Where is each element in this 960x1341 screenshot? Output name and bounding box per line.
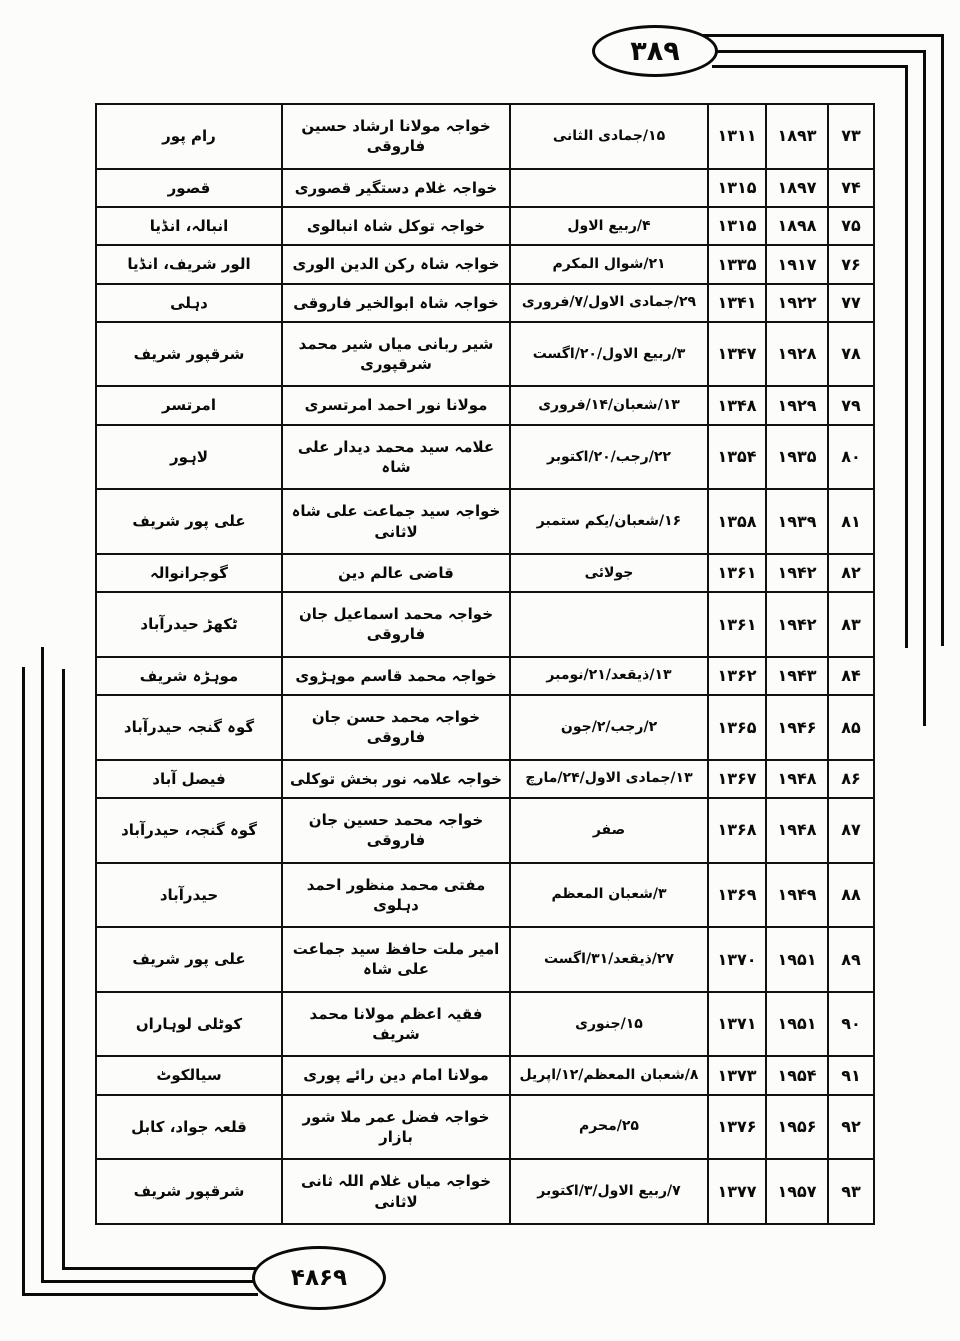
- cell-date: ۱۶/شعبان/یکم ستمبر: [510, 489, 708, 554]
- table-row: [96, 489, 874, 554]
- cell-name: مفتی محمد منظور احمد دہلوی: [282, 863, 510, 928]
- table-row: [96, 592, 874, 657]
- cell-serial: ۹۲: [828, 1095, 874, 1160]
- cell-year_ad: ۱۹۵۴: [766, 1056, 828, 1094]
- cell-serial: ۸۰: [828, 425, 874, 490]
- cell-year_ad: ۱۹۴۶: [766, 695, 828, 760]
- table-row: [96, 1095, 874, 1160]
- cell-name: خواجہ سید جماعت علی شاہ لاثانی: [282, 489, 510, 554]
- cell-date: ۱۳/ذیقعد/۲۱/نومبر: [510, 657, 708, 695]
- table-row: [96, 207, 874, 245]
- cell-place: گوجرانوالہ: [96, 554, 282, 592]
- cell-date: صفر: [510, 798, 708, 863]
- cell-year_ah: ۱۳۶۵: [708, 695, 766, 760]
- cell-serial: ۸۴: [828, 657, 874, 695]
- cell-place: فیصل آباد: [96, 760, 282, 798]
- cell-name: خواجہ محمد حسین جان فاروقی: [282, 798, 510, 863]
- cell-name: خواجہ شاہ ابوالخیر فاروقی: [282, 284, 510, 322]
- cell-place: حیدرآباد: [96, 863, 282, 928]
- cell-serial: ۸۸: [828, 863, 874, 928]
- page-number-bottom: ۴۸۶۹: [290, 1265, 348, 1291]
- cell-name: خواجہ فضل عمر ملا شور بازار: [282, 1095, 510, 1160]
- cell-name: خواجہ محمد قاسم موہڑوی: [282, 657, 510, 695]
- cell-year_ad: ۱۹۲۸: [766, 322, 828, 387]
- table-body: [96, 104, 874, 1224]
- cell-date: ۷/ربیع الاول/۳/اکتوبر: [510, 1159, 708, 1224]
- cell-year_ah: ۱۳۴۱: [708, 284, 766, 322]
- table-row: [96, 798, 874, 863]
- cell-name: مولانا نور احمد امرتسری: [282, 386, 510, 424]
- table-row: [96, 245, 874, 283]
- table-row: [96, 695, 874, 760]
- cell-year_ah: ۱۳۶۸: [708, 798, 766, 863]
- cell-name: خواجہ میاں غلام اللہ ثانی لاثانی: [282, 1159, 510, 1224]
- cell-year_ad: ۱۹۵۷: [766, 1159, 828, 1224]
- cell-year_ah: ۱۳۵۴: [708, 425, 766, 490]
- cell-serial: ۷۶: [828, 245, 874, 283]
- cell-serial: ۷۹: [828, 386, 874, 424]
- cell-serial: ۷۸: [828, 322, 874, 387]
- cell-year_ad: ۱۹۴۸: [766, 798, 828, 863]
- cell-year_ah: ۱۳۵۸: [708, 489, 766, 554]
- cell-place: قصور: [96, 169, 282, 207]
- cell-year_ad: ۱۹۳۹: [766, 489, 828, 554]
- cell-name: قاضی عالم دین: [282, 554, 510, 592]
- cell-year_ah: ۱۳۶۷: [708, 760, 766, 798]
- cell-year_ad: ۱۹۵۱: [766, 992, 828, 1057]
- cell-place: سیالکوٹ: [96, 1056, 282, 1094]
- cell-serial: ۹۱: [828, 1056, 874, 1094]
- cell-serial: ۷۷: [828, 284, 874, 322]
- cell-serial: ۸۹: [828, 927, 874, 992]
- cell-name: شیر ربانی میاں شیر محمد شرقپوری: [282, 322, 510, 387]
- cell-year_ad: ۱۸۹۷: [766, 169, 828, 207]
- cell-serial: ۷۳: [828, 104, 874, 169]
- table-row: [96, 554, 874, 592]
- cell-serial: ۸۵: [828, 695, 874, 760]
- table-row: [96, 169, 874, 207]
- cell-place: لاہور: [96, 425, 282, 490]
- cell-year_ah: ۱۳۱۱: [708, 104, 766, 169]
- cell-serial: ۸۶: [828, 760, 874, 798]
- table-row: [96, 322, 874, 387]
- cell-date: ۲/رجب/۲/جون: [510, 695, 708, 760]
- cell-date: ۱۵/جمادی الثانی: [510, 104, 708, 169]
- cell-year_ad: ۱۹۴۳: [766, 657, 828, 695]
- cell-date: ۱۵/جنوری: [510, 992, 708, 1057]
- cell-name: مولانا امام دین رائے پوری: [282, 1056, 510, 1094]
- table-row: [96, 927, 874, 992]
- cell-serial: ۸۱: [828, 489, 874, 554]
- cell-place: کوٹلی لوہاراں: [96, 992, 282, 1057]
- cell-year_ah: ۱۳۶۲: [708, 657, 766, 695]
- cell-name: خواجہ علامہ نور بخش توکلی: [282, 760, 510, 798]
- page-number-top: ۳۸۹: [630, 35, 680, 67]
- table-row: [96, 386, 874, 424]
- cell-year_ah: ۱۳۷۰: [708, 927, 766, 992]
- cell-place: علی پور شریف: [96, 489, 282, 554]
- cell-year_ah: ۱۳۶۱: [708, 554, 766, 592]
- cell-date: ۲۲/رجب/۲۰/اکتوبر: [510, 425, 708, 490]
- cell-year_ad: ۱۹۴۲: [766, 592, 828, 657]
- cell-place: شرقپور شریف: [96, 1159, 282, 1224]
- cell-year_ad: ۱۹۴۲: [766, 554, 828, 592]
- table-row: [96, 104, 874, 169]
- cell-date: ۴/ربیع الاول: [510, 207, 708, 245]
- table-row: [96, 425, 874, 490]
- cell-name: علامہ سید محمد دیدار علی شاہ: [282, 425, 510, 490]
- records-table: [95, 103, 875, 1225]
- cell-year_ad: ۱۹۵۱: [766, 927, 828, 992]
- cell-year_ad: ۱۹۲۹: [766, 386, 828, 424]
- table-row: [96, 760, 874, 798]
- cell-date: ۳/ربیع الاول/۲۰/اگست: [510, 322, 708, 387]
- cell-date: ۳/شعبان المعظم: [510, 863, 708, 928]
- cell-name: خواجہ محمد حسن جان فاروقی: [282, 695, 510, 760]
- cell-place: علی پور شریف: [96, 927, 282, 992]
- cell-serial: ۷۴: [828, 169, 874, 207]
- page-number-badge-top: [592, 25, 718, 77]
- cell-name: فقیہ اعظم مولانا محمد شریف: [282, 992, 510, 1057]
- cell-year_ad: ۱۹۴۸: [766, 760, 828, 798]
- cell-year_ah: ۱۳۶۹: [708, 863, 766, 928]
- table-row: [96, 1159, 874, 1224]
- cell-year_ah: ۱۳۷۱: [708, 992, 766, 1057]
- cell-place: شرقپور شریف: [96, 322, 282, 387]
- cell-year_ah: ۱۳۱۵: [708, 207, 766, 245]
- cell-year_ah: ۱۳۷۳: [708, 1056, 766, 1094]
- cell-year_ah: ۱۳۳۵: [708, 245, 766, 283]
- cell-name: امیر ملت حافظ سید جماعت علی شاہ: [282, 927, 510, 992]
- cell-serial: ۷۵: [828, 207, 874, 245]
- cell-place: ٹکھڑ حیدرآباد: [96, 592, 282, 657]
- cell-year_ad: ۱۸۹۸: [766, 207, 828, 245]
- cell-year_ad: ۱۹۲۲: [766, 284, 828, 322]
- cell-serial: ۸۲: [828, 554, 874, 592]
- cell-date: ۲۹/جمادی الاول/۷/فروری: [510, 284, 708, 322]
- cell-name: خواجہ مولانا ارشاد حسین فاروقی: [282, 104, 510, 169]
- table-row: [96, 992, 874, 1057]
- table-row: [96, 657, 874, 695]
- cell-serial: ۹۰: [828, 992, 874, 1057]
- cell-place: الور شریف، انڈیا: [96, 245, 282, 283]
- cell-date: [510, 169, 708, 207]
- cell-year_ah: ۱۳۴۸: [708, 386, 766, 424]
- cell-date: ۱۳/شعبان/۱۴/فروری: [510, 386, 708, 424]
- cell-name: خواجہ شاہ رکن الدین الوری: [282, 245, 510, 283]
- cell-place: گوہ گنجہ حیدرآباد: [96, 695, 282, 760]
- cell-year_ah: ۱۳۱۵: [708, 169, 766, 207]
- cell-year_ah: ۱۳۷۷: [708, 1159, 766, 1224]
- cell-name: خواجہ توکل شاہ انبالوی: [282, 207, 510, 245]
- cell-place: رام پور: [96, 104, 282, 169]
- cell-date: جولائی: [510, 554, 708, 592]
- cell-date: ۱۳/جمادی الاول/۲۴/مارچ: [510, 760, 708, 798]
- page-number-badge-bottom: [252, 1246, 386, 1310]
- cell-place: موہڑہ شریف: [96, 657, 282, 695]
- cell-date: ۲۷/ذیقعد/۳۱/اگست: [510, 927, 708, 992]
- cell-date: ۲۵/محرم: [510, 1095, 708, 1160]
- cell-serial: ۸۷: [828, 798, 874, 863]
- cell-serial: ۸۳: [828, 592, 874, 657]
- cell-year_ad: ۱۹۵۶: [766, 1095, 828, 1160]
- cell-name: خواجہ محمد اسماعیل جان فاروقی: [282, 592, 510, 657]
- cell-serial: ۹۳: [828, 1159, 874, 1224]
- cell-year_ah: ۱۳۶۱: [708, 592, 766, 657]
- table-row: [96, 863, 874, 928]
- cell-year_ah: ۱۳۴۷: [708, 322, 766, 387]
- cell-date: [510, 592, 708, 657]
- cell-place: دہلی: [96, 284, 282, 322]
- cell-name: خواجہ غلام دستگیر قصوری: [282, 169, 510, 207]
- cell-place: قلعہ جواد، کابل: [96, 1095, 282, 1160]
- cell-year_ad: ۱۹۱۷: [766, 245, 828, 283]
- cell-year_ad: ۱۹۳۵: [766, 425, 828, 490]
- cell-date: ۲۱/شوال المکرم: [510, 245, 708, 283]
- table-row: [96, 1056, 874, 1094]
- cell-place: گوہ گنجہ، حیدرآباد: [96, 798, 282, 863]
- table-row: [96, 284, 874, 322]
- cell-place: انبالہ، انڈیا: [96, 207, 282, 245]
- cell-year_ad: ۱۸۹۳: [766, 104, 828, 169]
- cell-place: امرتسر: [96, 386, 282, 424]
- cell-date: ۸/شعبان المعظم/۱۲/اپریل: [510, 1056, 708, 1094]
- cell-year_ah: ۱۳۷۶: [708, 1095, 766, 1160]
- cell-year_ad: ۱۹۴۹: [766, 863, 828, 928]
